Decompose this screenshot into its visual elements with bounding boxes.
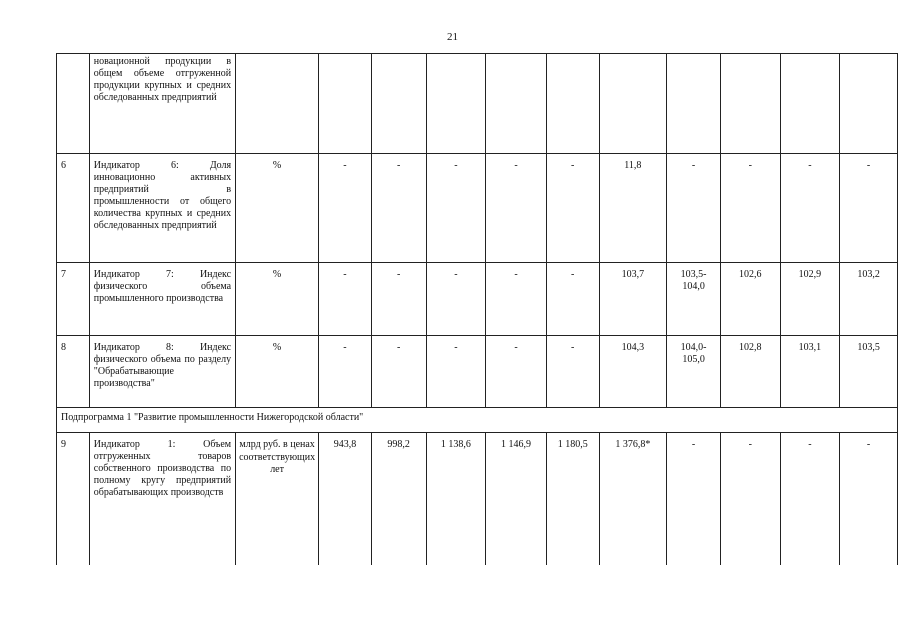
value-cell: - — [486, 154, 547, 263]
indicator-name: Индикатор 8: Индекс физического объема по разделу "Обрабатывающие производства" — [89, 336, 235, 408]
value-cell: 1 180,5 — [546, 433, 599, 565]
value-cell: - — [486, 336, 547, 408]
value-cell — [319, 54, 372, 154]
value-cell: - — [319, 263, 372, 336]
spacer-cell — [897, 408, 904, 433]
table-row — [57, 54, 905, 154]
table-row — [57, 433, 905, 565]
unit: % — [236, 154, 319, 263]
value-cell: - — [667, 154, 721, 263]
unit: % — [236, 263, 319, 336]
value-cell: - — [546, 263, 599, 336]
value-cell: 103,5-104,0 — [667, 263, 721, 336]
value-cell: 998,2 — [371, 433, 426, 565]
page-number: 21 — [447, 31, 458, 43]
row-number: 8 — [57, 336, 90, 408]
indicator-name: новационной продукции в общем объеме отгруженной продукции крупных и средних обследованных предприятий — [89, 54, 235, 154]
value-cell: 103,2 — [840, 263, 898, 336]
value-cell — [546, 54, 599, 154]
value-cell — [599, 54, 667, 154]
value-cell: - — [371, 154, 426, 263]
value-cell: - — [486, 263, 547, 336]
indicator-name: Индикатор 6: Доля инновационно активных предприятий в промышленности от общего количества крупных и средних обследованных предприятий — [89, 154, 235, 263]
value-cell — [780, 54, 840, 154]
value-cell: - — [371, 336, 426, 408]
value-cell — [486, 54, 547, 154]
value-cell: 104,3 — [599, 336, 667, 408]
value-cell: - — [426, 263, 486, 336]
value-cell: 102,9 — [780, 263, 840, 336]
subprogram-row — [57, 408, 905, 433]
value-cell: 102,8 — [720, 336, 780, 408]
value-cell: - — [780, 433, 840, 565]
subprogram-title: Подпрограмма 1 "Развитие промышленности Нижегородской области" — [57, 408, 898, 433]
value-cell: - — [546, 336, 599, 408]
value-cell: - — [720, 154, 780, 263]
value-cell: - — [667, 433, 721, 565]
unit: % — [236, 336, 319, 408]
value-cell — [667, 54, 721, 154]
value-cell — [426, 54, 486, 154]
unit — [236, 54, 319, 154]
value-cell: - — [840, 154, 898, 263]
value-cell: - — [426, 154, 486, 263]
value-cell: - — [319, 336, 372, 408]
value-cell: - — [371, 263, 426, 336]
value-cell — [897, 336, 904, 408]
table-row — [57, 263, 905, 336]
unit: млрд руб. в ценах соответствующих лет — [236, 433, 319, 565]
value-cell — [897, 433, 904, 565]
value-cell — [897, 154, 904, 263]
value-cell: 102,6 — [720, 263, 780, 336]
value-cell: 103,7 — [599, 263, 667, 336]
value-cell: 103,5 — [840, 336, 898, 408]
indicator-name: Индикатор 1: Объем отгруженных товаров собственного производства по полному кругу предприятий обрабатывающих производств — [89, 433, 235, 565]
row-number: 9 — [57, 433, 90, 565]
table-row — [57, 154, 905, 263]
value-cell: - — [426, 336, 486, 408]
value-cell: 1 376,8* — [599, 433, 667, 565]
value-cell: 943,8 — [319, 433, 372, 565]
value-cell — [720, 54, 780, 154]
value-cell: 104,0-105,0 — [667, 336, 721, 408]
value-cell — [897, 263, 904, 336]
indicators-table — [56, 53, 905, 565]
value-cell: - — [546, 154, 599, 263]
value-cell — [840, 54, 898, 154]
row-number: 7 — [57, 263, 90, 336]
value-cell: 103,1 — [780, 336, 840, 408]
value-cell: - — [720, 433, 780, 565]
value-cell: - — [780, 154, 840, 263]
value-cell: - — [840, 433, 898, 565]
indicator-name: Индикатор 7: Индекс физического объема промышленного производства — [89, 263, 235, 336]
value-cell: - — [319, 154, 372, 263]
row-number — [57, 54, 90, 154]
table-row — [57, 336, 905, 408]
value-cell: 1 146,9 — [486, 433, 547, 565]
value-cell: 1 138,6 — [426, 433, 486, 565]
value-cell: 11,8 — [599, 154, 667, 263]
value-cell — [897, 54, 904, 154]
value-cell — [371, 54, 426, 154]
row-number: 6 — [57, 154, 90, 263]
